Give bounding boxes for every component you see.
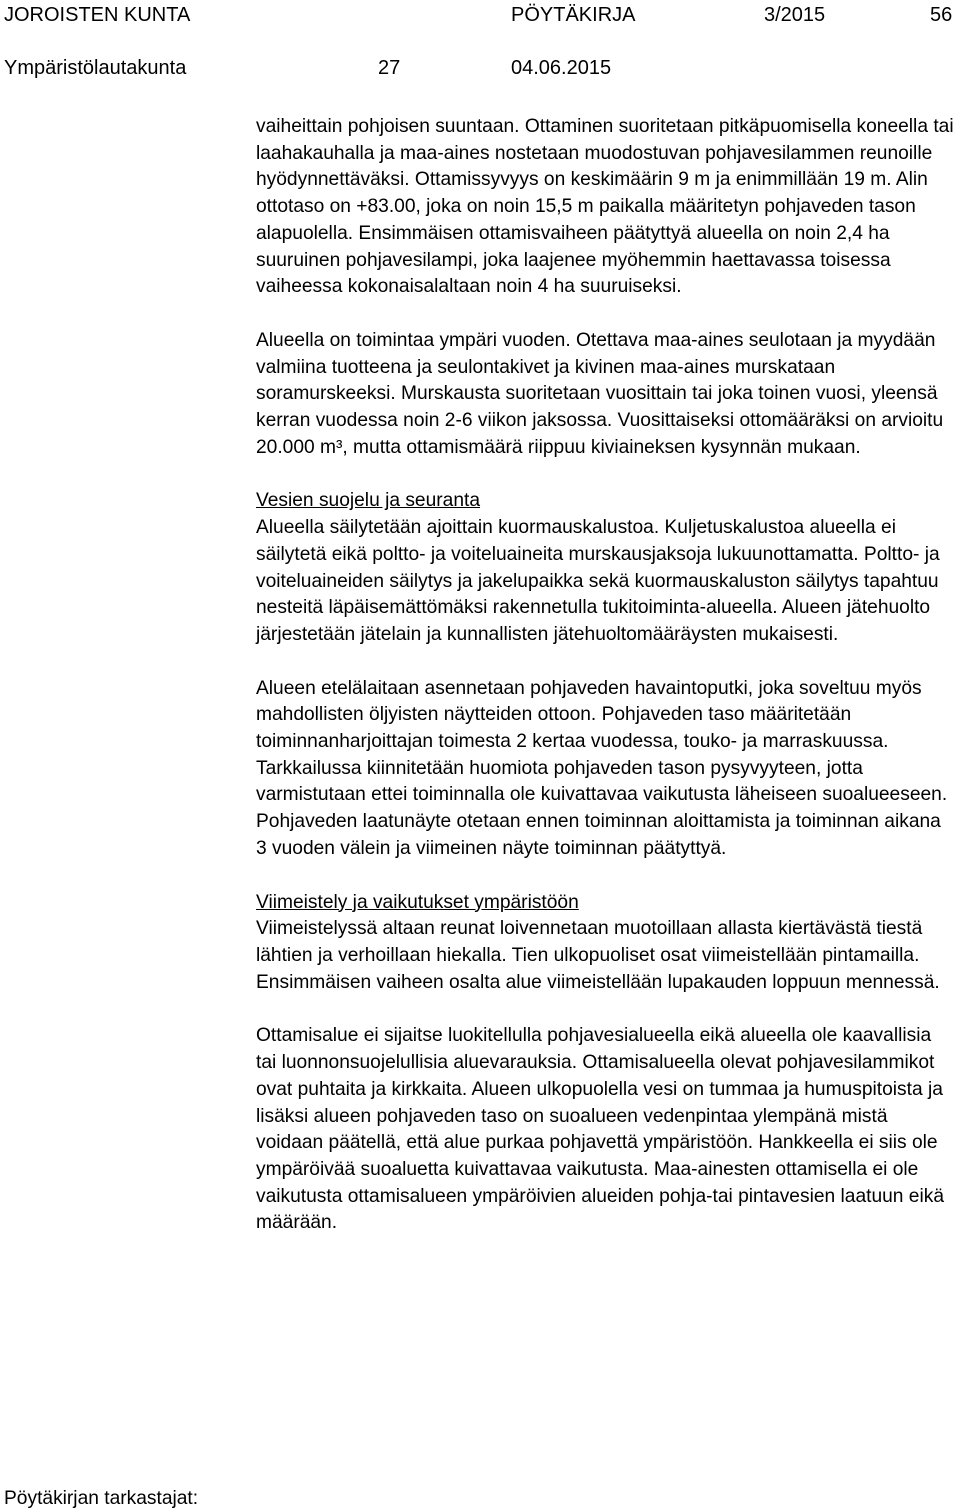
section-heading-water-protection: Vesien suojelu ja seuranta bbox=[256, 490, 481, 512]
document-body bbox=[256, 114, 956, 1237]
paragraph-extraction-method: vaiheittain pohjoisen suuntaan. Ottaminen suoritetaan pitkäpuomisella koneella tai laahakauhalla ja maa-aines nostetaan muodostuvan pohjavesilammen reunoille hyödynnettäväksi. Ottamissyvyys on keskimäärin 9 m ja enimmillään 19 m. Alin ottotaso on +83.00, joka on noin 15,5 m paikalla määritetyn pohjaveden tason alapuolella. Ensimmäisen ottamisvaiheen päätyttyä alueella on noin 2,4 ha suuruinen pohjavesilampi, joka laajenee myöhemmin haettavassa toisessa vaiheessa kokonaisalaltaan noin 4 ha suuruiseksi. bbox=[256, 116, 954, 298]
footer-reviewers-label: Pöytäkirjan tarkastajat: bbox=[4, 1488, 199, 1509]
section-number: 27 bbox=[378, 57, 401, 79]
page-number: 56 bbox=[930, 4, 953, 26]
paragraph-equipment-storage: Alueella säilytetään ajoittain kuormauskalustoa. Kuljetuskalustoa alueella ei säilytetä eikä poltto- ja voiteluaineita murskausjaksoja lukuunottamatta. Poltto- ja voiteluaineiden säilytys ja jakelupaikka sekä kuormauskaluston säilytys tapahtuu nesteitä läpäisemättömäksi rakennetulla tukitoiminta-alueella. Alueen jätehuolto järjestetään jätelain ja kunnallisten jätehuoltomääräysten mukaisesti. bbox=[256, 517, 940, 645]
paragraph-finishing: Viimeistelyssä altaan reunat loivennetaan muotoillaan allasta kiertävästä tiestä lähtien ja verhoillaan hiekalla. Tien ulkopuoliset osat viimeistellään pintamailla. Ensimmäisen vaiheen osalta alue viimeistellään lupakauden loppuun mennessä. bbox=[256, 918, 940, 993]
paragraph-environmental-impact: Ottamisalue ei sijaitse luokitellulla pohjavesialueella eikä alueella ole kaavallisia tai luonnonsuojelullisia aluevarauksia. Ottamisalueella olevat pohjavesilammikot ovat puhtaita ja kirkkaita. Alueen ulkopuolella vesi on tummaa ja humuspitoista ja lisäksi alueen pohjaveden taso on suoalueen vedenpintaa ylempänä mistä voidaan päätellä, että alue purkaa pohjavettä ympäristöön. Hankkeella ei siis ole ympäröivää suoaluetta kuivattavaa vaikutusta. Maa-ainesten ottamisella ei ole vaikutusta ottamisalueen ympäröivien alueiden pohja-tai pintavesien laatuun eikä määrään. bbox=[256, 1025, 944, 1234]
document-type: PÖYTÄKIRJA bbox=[511, 4, 636, 26]
document-number: 3/2015 bbox=[764, 4, 826, 26]
paragraph-groundwater-monitoring: Alueen etelälaitaan asennetaan pohjaveden havaintoputki, joka soveltuu myös mahdollisten öljyisten näytteiden ottoon. Pohjaveden taso määritetään toiminnanharjoittajan toimesta 2 kertaa vuodessa, touko- ja marraskuussa. Tarkkailussa kiinnitetään huomiota pohjaveden tason pysyvyyteen, jotta varmistutaan ettei toiminnalla ole kuivattavaa vaikutusta läheiseen suoalueeseen. Pohjaveden laatunäyte otetaan ennen toiminnan aloittamista ja toiminnan aikana 3 vuoden välein ja viimeinen näyte toiminnan päätyttyä. bbox=[256, 677, 948, 859]
paragraph-operations: Alueella on toimintaa ympäri vuoden. Otettava maa-aines seulotaan ja myydään valmiina tuotteena ja seulontakivet ja kivinen maa-aines murskataan soramurskeeksi. Murskausta suoritetaan vuosittain tai joka toinen vuosi, yleensä kerran vuodessa noin 2-6 viikon jaksossa. Vuosittaiseksi ottomääräksi on arvioitu 20.000 m³, mutta ottamismäärä riippuu kiviaineksen kysynnän mukaan. bbox=[256, 329, 944, 458]
committee-name: Ympäristölautakunta bbox=[4, 57, 187, 79]
section-heading-finishing: Viimeistely ja vaikutukset ympäristöön bbox=[256, 891, 579, 913]
meeting-date: 04.06.2015 bbox=[511, 57, 612, 79]
municipality-name: JOROISTEN KUNTA bbox=[4, 4, 191, 26]
